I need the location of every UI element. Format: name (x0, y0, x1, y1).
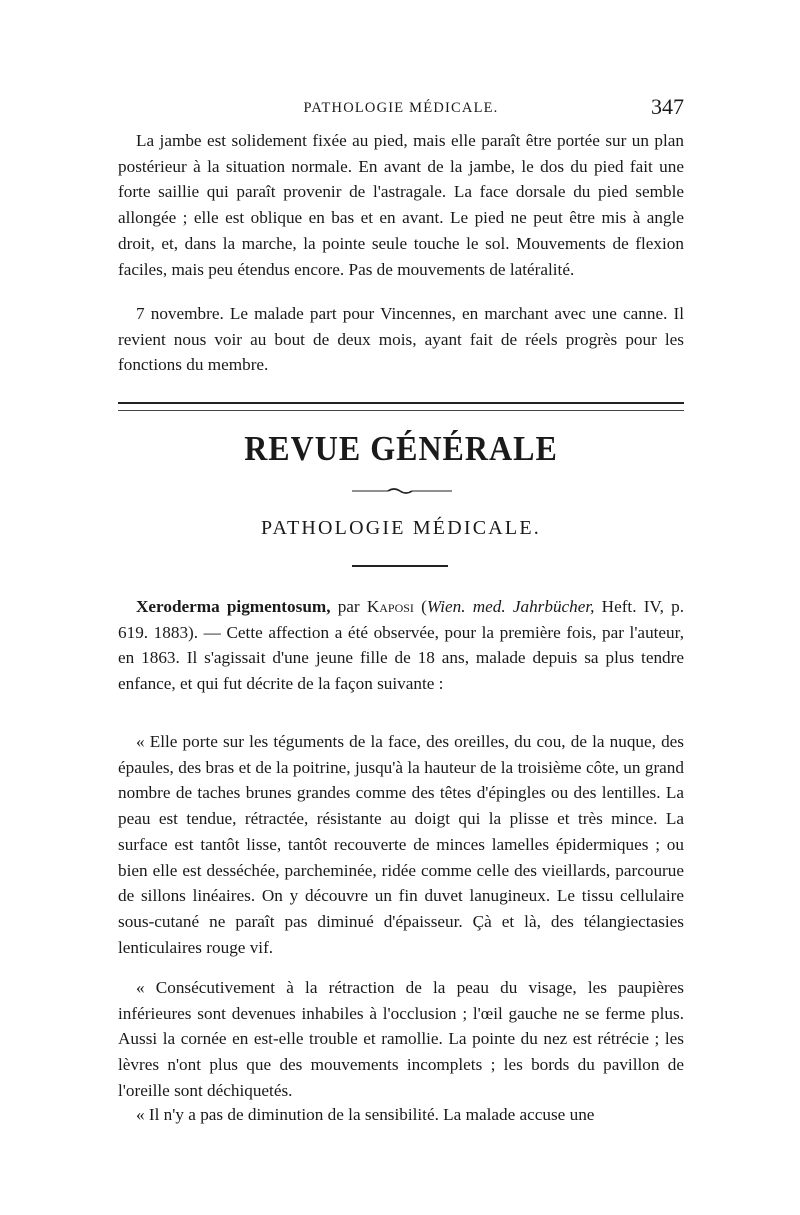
article-by: par (330, 597, 367, 616)
article-heading: Xeroderma pigmentosum, (136, 597, 331, 616)
quote-paragraph-2: « Consécutivement à la rétraction de la peau du visage, les paupières inférieures sont devenues inhabiles à l'occlusion ; l'œil gauche ne se ferme plus. Aussi la cornée en est-elle trouble et ramollie. La pointe du nez est rétrécie ; les lèvres n'ont plus que des mouvements incomplets ; les bords du pavillon de l'oreille sont déchiquetés. (118, 978, 684, 1100)
quote-paragraph-1: « Elle porte sur les téguments de la face, des oreilles, du cou, de la nuque, des épaules, des bras et de la poitrine, jusqu'à la hauteur de la troisième côte, un grand nombre de taches brunes grandes comme des têtes d'épingles ou des lentilles. La peau est tendue, rétractée, résistante au doigt qui la plisse et très mince. La surface est tantôt lisse, tantôt recouverte de minces lamelles épidermiques ; ou bien elle est desséchée, parcheminée, ridée comme celle des vieillards, parcourue de sillons linéaires. On y découvre un fin duvet lanugineux. Le tissu cellulaire sous-cutané ne paraît pas diminué d'épaisseur. Çà et là, des télangiectasies lenticulaires rouge vif. (118, 732, 684, 957)
ornament-flourish-icon (352, 486, 452, 496)
subsection-title: PATHOLOGIE MÉDICALE. (261, 517, 541, 539)
article-author: Kaposi (366, 597, 414, 616)
article-intro (118, 594, 684, 697)
running-title: PATHOLOGIE MÉDICALE. (303, 100, 499, 116)
article-open-paren: ( (413, 597, 427, 616)
case-paragraph-2: 7 novembre. Le malade part pour Vincennes, en marchant avec une canne. Il revient nous voir au bout de deux mois, ayant fait de réels progrès pour les fonctions du membre. (118, 304, 684, 375)
section-title: REVUE GÉNÉRALE (244, 428, 558, 468)
article-citation-text: Heft. IV, p. 619. 1883). — Cette affection a été observée, pour la première fois, par l'auteur, en 1863. Il s'agissait d'une jeune fille de 18 ans, malade depuis sa plus tendre enfance, et qui fut décrite de la façon suivante : (118, 597, 684, 694)
page-number: 347 (651, 94, 684, 119)
short-rule-divider (352, 565, 448, 567)
case-paragraph-1: La jambe est solidement fixée au pied, mais elle paraît être portée sur un plan postérieur à la situation normale. En avant de la jambe, le dos du pied fait une forte saillie qui paraît provenir de l'astragale. La face dorsale du pied semble allongée ; elle est oblique en bas et en avant. Le pied ne peut être mis à angle droit, et, dans la marche, la pointe seule touche le sol. Mouvements de flexion faciles, mais peu étendus encore. Pas de mouvements de latéralité. (118, 131, 684, 279)
running-header (118, 96, 684, 126)
double-rule-divider (118, 402, 684, 411)
quote-paragraph-3: « Il n'y a pas de diminution de la sensibilité. La malade accuse une (136, 1105, 595, 1124)
article-journal: Wien. med. Jahrbücher, (426, 597, 595, 616)
